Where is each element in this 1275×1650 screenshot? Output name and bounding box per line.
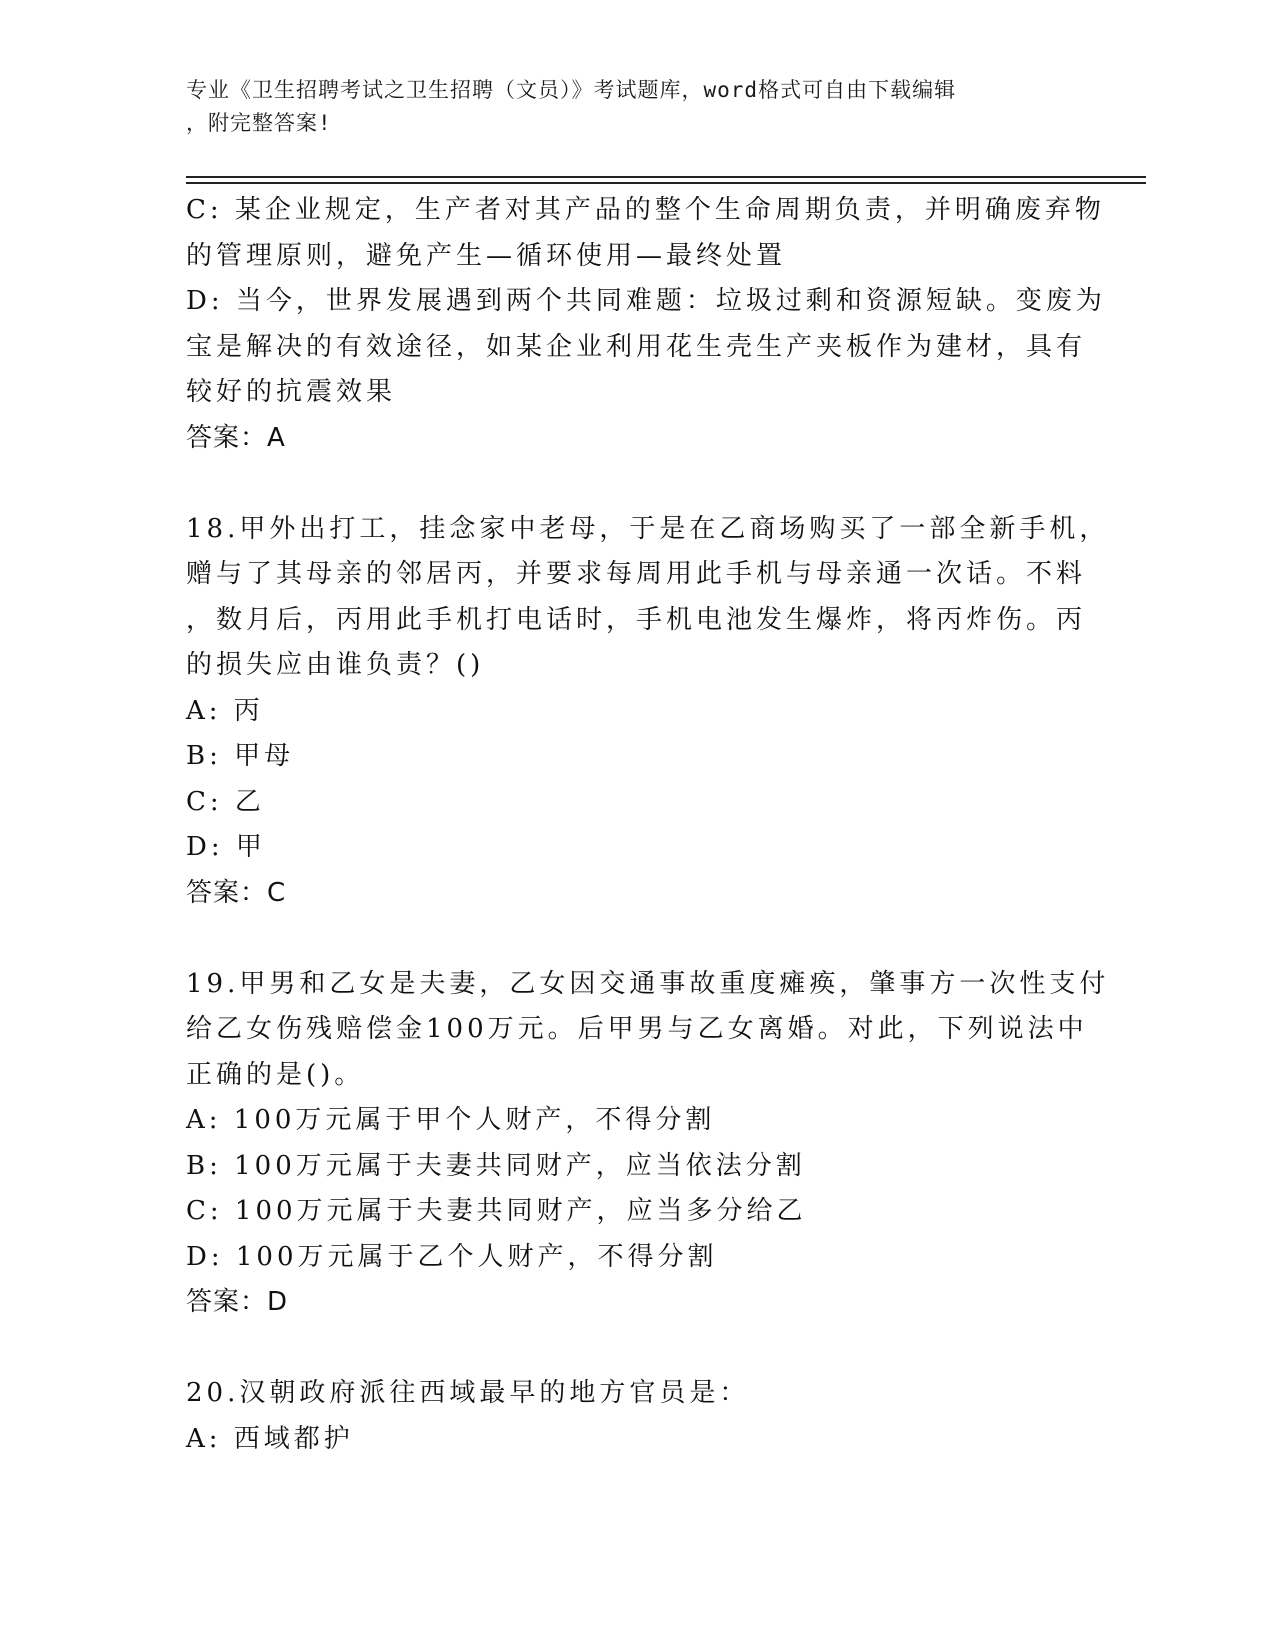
option-a: A: 100万元属于甲个人财产，不得分割 xyxy=(186,1105,716,1135)
option-b: B: 甲母 xyxy=(186,741,295,771)
question-19 xyxy=(186,962,1110,1326)
header-line-1: 专业《卫生招聘考试之卫生招聘（文员）》考试题库，word格式可自由下载编辑 xyxy=(186,78,957,102)
header-rule-bottom xyxy=(186,182,1146,184)
option-line: 的管理原则，避免产生—循环使用—最终处置 xyxy=(186,240,787,271)
option-line: 宝是解决的有效途径，如某企业利用花生壳生产夹板作为建材，具有 xyxy=(186,331,1087,362)
question-stem-line: ，数月后，丙用此手机打电话时，手机电池发生爆炸，将丙炸伤。丙 xyxy=(186,604,1087,635)
question-stem-line: 给乙女伤残赔偿金100万元。后甲男与乙女离婚。对此，下列说法中 xyxy=(186,1014,1088,1044)
option-b: B: 100万元属于夫妻共同财产，应当依法分割 xyxy=(186,1150,806,1181)
question-20 xyxy=(186,1371,1086,1462)
question-17-tail xyxy=(186,188,1106,461)
answer-line: 答案：A xyxy=(186,422,286,453)
answer-line: 答案：C xyxy=(186,877,287,908)
option-line: 较好的抗震效果 xyxy=(186,377,397,407)
question-stem-line: 赠与了其母亲的邻居丙，并要求每周用此手机与母亲通一次话。不料 xyxy=(186,559,1087,589)
spacer xyxy=(186,461,1086,507)
question-stem-line: 19.甲男和乙女是夫妻，乙女因交通事故重度瘫痪，肇事方一次性支付 xyxy=(186,968,1110,999)
spacer xyxy=(186,1326,1086,1372)
question-list xyxy=(186,188,1110,1462)
document-header xyxy=(186,74,1066,140)
header-line-2: ，附完整答案! xyxy=(186,111,332,135)
question-stem-line: 正确的是()。 xyxy=(186,1059,365,1090)
option-d: D: 100万元属于乙个人财产，不得分割 xyxy=(186,1241,718,1272)
option-a: A: 丙 xyxy=(186,695,264,726)
header-rule-top xyxy=(186,176,1146,178)
answer-line: 答案：D xyxy=(186,1287,289,1317)
option-line: C: 某企业规定，生产者对其产品的整个生命周期负责，并明确废弃物 xyxy=(186,195,1105,225)
question-stem-line: 的损失应由谁负责？() xyxy=(186,650,485,680)
question-18 xyxy=(186,507,1110,917)
option-d: D: 甲 xyxy=(186,832,266,862)
question-stem-line: 20.汉朝政府派往西域最早的地方官员是： xyxy=(186,1378,750,1408)
option-c: C: 乙 xyxy=(186,786,265,817)
question-stem-line: 18.甲外出打工，挂念家中老母，于是在乙商场购买了一部全新手机， xyxy=(186,513,1110,544)
option-line: D: 当今，世界发展遇到两个共同难题：垃圾过剩和资源短缺。变废为 xyxy=(186,286,1106,316)
option-c: C: 100万元属于夫妻共同财产，应当多分给乙 xyxy=(186,1196,807,1226)
option-a: A: 西域都护 xyxy=(186,1423,354,1454)
spacer xyxy=(186,916,1086,962)
